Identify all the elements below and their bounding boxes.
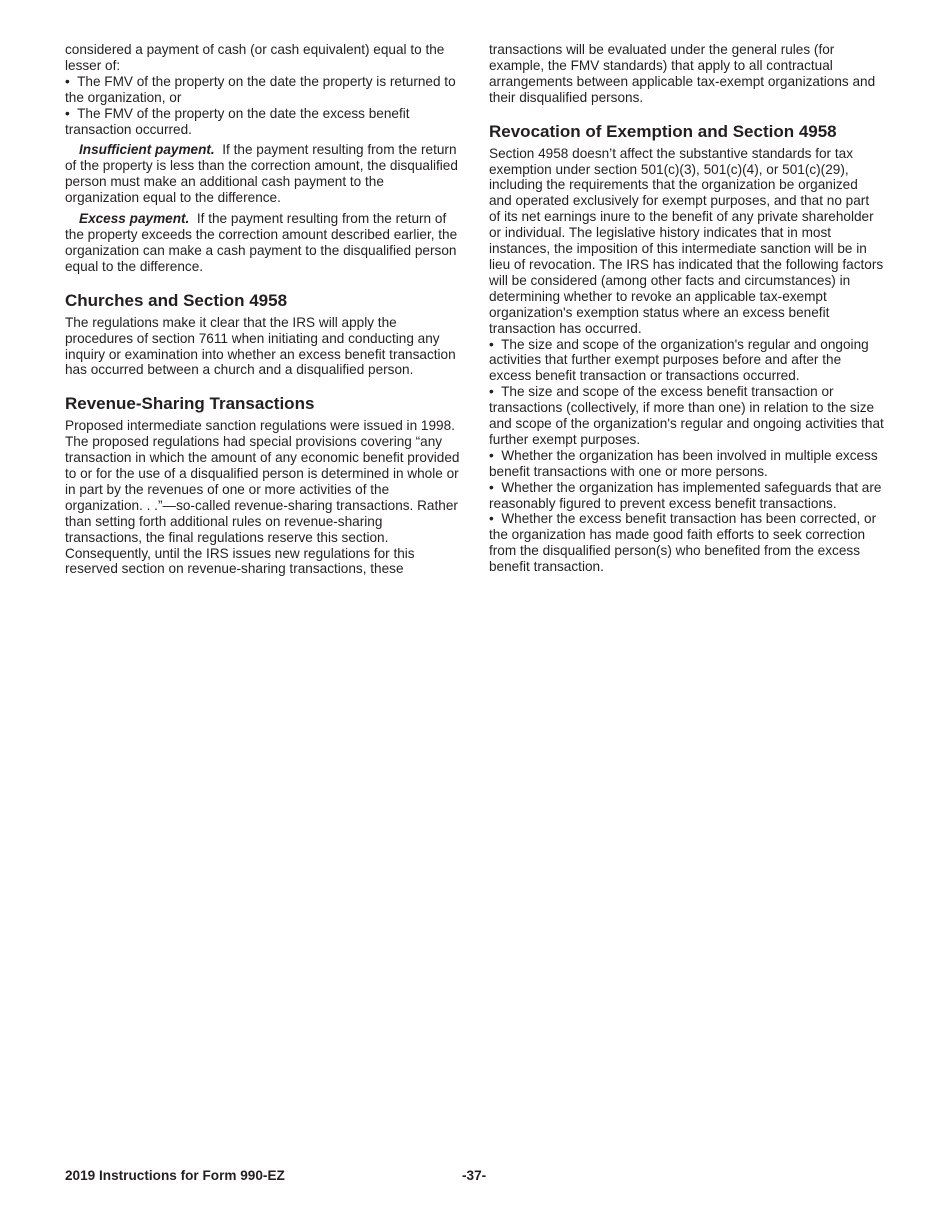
bullet-item: • The FMV of the property on the date the property is returned to the organization, or: [65, 73, 456, 105]
bullet-item: • Whether the excess benefit transaction has been corrected, or the organization has made good faith efforts to seek correction from the disqualified person(s) who benefited from the excess benefit transaction.: [489, 511, 877, 575]
revocation-text: Section 4958 doesn’t affect the substantive standards for tax exemption under section 501(c)(3), 501(c)(4), or 501(c)(29), including the requirements that the organization be organized and operated exclusively for exempt purposes, and that no part of its net earnings inure to the benefit of any private shareholder or individual. The legislative history indicates that in most instances, the imposition of this intermediate sanction will be in lieu of revocation. The IRS has indicated that the following factors will be considered (among other facts and circumstances) in determining whether to revoke an applicable tax-exempt organization's exemption status where an excess benefit transaction has occurred.: [489, 145, 884, 336]
bullet-item: • Whether the organization has been involved in multiple excess benefit transactions with one or more persons.: [489, 447, 878, 479]
bullet-item: • Whether the organization has implemented safeguards that are reasonably figured to prevent excess benefit transactions.: [489, 479, 882, 511]
bullet-icon: •: [65, 73, 74, 89]
bullet-item: • The FMV of the property on the date the excess benefit transaction occurred.: [65, 105, 410, 137]
bullet-icon: •: [489, 384, 498, 400]
bullet-icon: •: [65, 105, 74, 121]
bullet-icon: •: [489, 447, 498, 463]
continuation-text: transactions will be evaluated under the general rules (for example, the FMV standards) that apply to all contractual arrangements between applicable tax-exempt organizations and their disqualified persons.: [489, 42, 876, 105]
churches-heading: Churches and Section 4958: [65, 290, 288, 310]
bullet-item: • The size and scope of the organization's regular and ongoing activities that further exempt purposes before and after the excess benefit transaction or transactions occurred.: [489, 336, 869, 384]
footer-title: 2019 Instructions for Form 990-EZ: [65, 1168, 285, 1183]
page-number: -37-: [462, 1168, 487, 1183]
insufficient-payment-paragraph: Insufficient payment. If the payment resulting from the return of the property is less than the correction amount, the disqualified person must make an additional cash payment to the organization equal to the difference.: [65, 142, 458, 206]
revocation-heading: Revocation of Exemption and Section 4958: [489, 121, 837, 141]
left-column: [65, 42, 460, 577]
bullet-icon: •: [489, 511, 498, 527]
right-column: [489, 42, 884, 575]
bullet-item: • The size and scope of the excess benefit transaction or transactions (collectively, if more than one) in relation to the size and scope of the organization's regular and ongoing activities that further exempt purposes.: [489, 384, 884, 447]
revenue-sharing-heading: Revenue-Sharing Transactions: [65, 394, 315, 414]
bullet-icon: •: [489, 479, 498, 495]
bullet-icon: •: [489, 336, 498, 352]
revenue-sharing-text: Proposed intermediate sanction regulations were issued in 1998. The proposed regulations had special provisions covering “any transaction in which the amount of any economic benefit provided to or for the use of a disqualified person is determined in whole or in part by the revenues of one or more activities of the organization. . .”—so-called revenue-sharing transactions. Rather than setting forth additional rules on revenue-sharing transactions, the final regulations reserve this section. Consequently, until the IRS issues new regulations for this reserved section on revenue-sharing transactions, these: [65, 418, 460, 577]
intro-text: considered a payment of cash (or cash equivalent) equal to the lesser of:: [65, 42, 445, 73]
excess-payment-paragraph: Excess payment. If the payment resulting from the return of the property exceeds the correction amount described earlier, the organization can make a cash payment to the disqualified person equal to the difference.: [65, 211, 458, 274]
churches-text: The regulations make it clear that the IRS will apply the procedures of section 7611 when initiating and conducting any inquiry or examination into whether an excess benefit transaction has occurred between a church and a disqualified person.: [65, 314, 456, 378]
